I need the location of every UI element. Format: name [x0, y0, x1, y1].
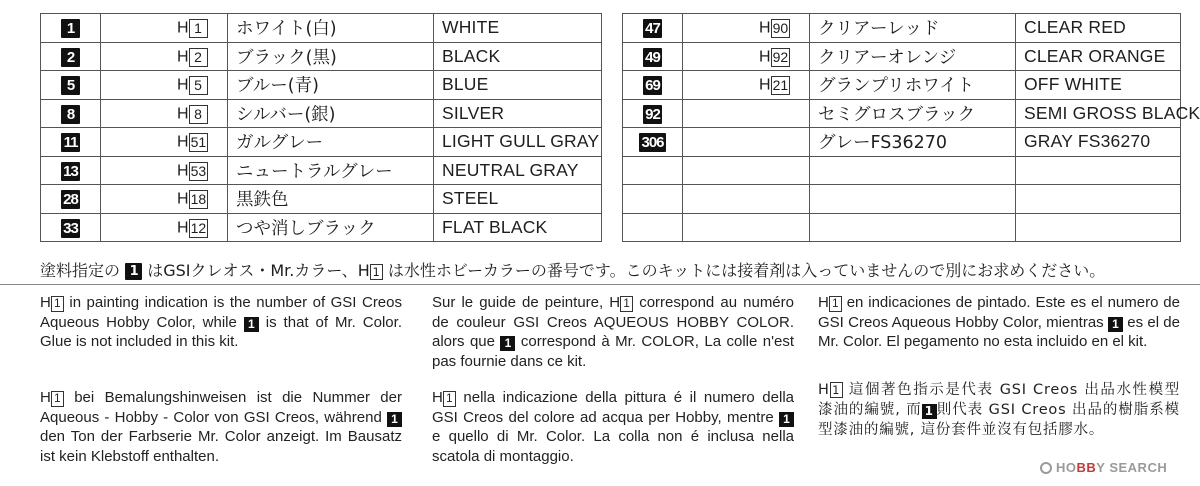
hobby-color-code: H 51	[101, 128, 228, 157]
paint-row	[623, 213, 1181, 242]
color-name-japanese	[810, 156, 1016, 185]
mr-color-badge: 1	[387, 412, 402, 427]
hobby-color-box: 51	[190, 134, 207, 151]
hobby-color-code	[683, 213, 810, 242]
mr-color-badge: 8	[61, 105, 80, 124]
mr-color-badge: 1	[244, 317, 259, 332]
mr-color-number	[41, 14, 101, 43]
color-name-japanese: ニュートラルグレー	[228, 156, 434, 185]
paint-row	[41, 185, 602, 214]
color-name-japanese: ガルグレー	[228, 128, 434, 157]
hobby-color-code: H 5	[101, 71, 228, 100]
color-name-english: LIGHT GULL GRAY	[434, 128, 602, 157]
paint-row	[623, 128, 1181, 157]
color-name-english	[1016, 156, 1181, 185]
color-name-japanese: クリアーオレンジ	[810, 42, 1016, 71]
paint-row	[623, 71, 1181, 100]
hobby-color-box: 1	[189, 19, 208, 38]
color-name-english	[1016, 213, 1181, 242]
mr-color-badge: 69	[643, 76, 662, 95]
hobby-color-code: H 21	[683, 71, 810, 100]
mr-color-badge: 1	[61, 19, 80, 38]
color-name-english: SILVER	[434, 99, 602, 128]
mr-color-number	[41, 185, 101, 214]
note-spanish: H 1 en indicaciones de pintado. Este es el numero de GSI Creos Aqueous Hobby Color, mientras 1 es el de Mr. Color. El pegamento no esta incluido en el kit.	[818, 294, 1180, 350]
note-german: H 1 bei Bemalungshinweisen ist die Nummer der Aqueous - Hobby - Color von GSI Creos, während 1 den Ton der Farbserie Mr. Color anzeigt. Im Bausatz ist kein Klebstoff enthalten.	[40, 389, 402, 465]
mr-color-badge: 306	[641, 134, 664, 152]
mr-color-badge: 1	[500, 336, 515, 351]
hobby-color-code: H 2	[101, 42, 228, 71]
hobby-color-code	[683, 128, 810, 157]
hobby-color-code: H 8	[101, 99, 228, 128]
mr-color-badge: 33	[61, 219, 80, 238]
color-name-english: STEEL	[434, 185, 602, 214]
paint-row	[41, 14, 602, 43]
mr-color-badge: 92	[643, 105, 662, 124]
registered-mark-icon	[1040, 462, 1052, 474]
hobby-color-box: 1	[51, 296, 64, 312]
hobby-color-box: 21	[772, 77, 789, 94]
color-name-japanese: ブルー(青)	[228, 71, 434, 100]
mr-color-badge: 1	[922, 404, 937, 419]
color-name-japanese: シルバー(銀)	[228, 99, 434, 128]
mr-color-number	[623, 213, 683, 242]
color-name-japanese: クリアーレッド	[810, 14, 1016, 43]
mr-color-number	[41, 99, 101, 128]
paint-table-right	[622, 13, 1200, 242]
mr-color-number	[41, 42, 101, 71]
hobby-color-code	[683, 99, 810, 128]
hobby-color-code: H 90	[683, 14, 810, 43]
hobby-color-code: H 12	[101, 213, 228, 242]
paint-row	[623, 42, 1181, 71]
color-name-english: SEMI GROSS BLACK	[1016, 99, 1181, 128]
note-english: H 1 in painting indication is the number of GSI Creos Aqueous Hobby Color, while 1 is that of Mr. Color. Glue is not included in this kit.	[40, 294, 402, 350]
hobby-color-box: 90	[772, 20, 789, 37]
mr-color-number	[623, 14, 683, 43]
color-name-english: BLACK	[434, 42, 602, 71]
mr-color-badge: 2	[61, 48, 80, 67]
hobby-color-box: 1	[51, 391, 64, 407]
paint-row	[623, 156, 1181, 185]
color-name-english: NEUTRAL GRAY	[434, 156, 602, 185]
paint-row	[41, 128, 602, 157]
mr-color-number	[41, 213, 101, 242]
paint-row	[623, 185, 1181, 214]
color-name-japanese: つや消しブラック	[228, 213, 434, 242]
paint-note-japanese: 塗料指定の 1 はGSIクレオス・Mr.カラー、H 1 は水性ホビーカラーの番号です。このキットには接着剤は入っていませんので別にお求めください。	[40, 261, 1106, 280]
mr-color-badge: 47	[643, 19, 662, 38]
color-name-japanese	[810, 185, 1016, 214]
mr-color-badge: 28	[61, 190, 80, 209]
color-name-japanese: ホワイト(白)	[228, 14, 434, 43]
mr-color-badge: 49	[643, 48, 662, 67]
color-name-english: WHITE	[434, 14, 602, 43]
color-name-english: CLEAR RED	[1016, 14, 1181, 43]
hobby-color-box: 1	[830, 382, 843, 398]
hobby-color-box: 12	[190, 219, 207, 236]
hobby-color-code: H 18	[101, 185, 228, 214]
watermark-logo: HOBBY SEARCH	[1040, 460, 1167, 475]
mr-color-badge: 1	[125, 263, 142, 280]
paint-row	[41, 71, 602, 100]
color-name-english: FLAT BLACK	[434, 213, 602, 242]
hobby-color-code	[683, 156, 810, 185]
mr-color-badge: 1	[779, 412, 794, 427]
note-chinese: H 1 這個著色指示是代表 GSI Creos 出品水性模型漆油的編號, 而 1 則代表 GSI Creos 出品的樹脂系模型漆油的編號, 這份套件並沒有包括膠水。	[818, 382, 1180, 438]
hobby-color-box: 8	[189, 105, 208, 124]
hobby-color-box: 1	[370, 264, 383, 280]
section-divider	[0, 284, 1200, 285]
paint-table-left	[40, 13, 602, 242]
mr-color-number	[623, 156, 683, 185]
color-name-japanese: ブラック(黒)	[228, 42, 434, 71]
color-name-japanese	[810, 213, 1016, 242]
paint-row	[623, 99, 1181, 128]
mr-color-number	[41, 156, 101, 185]
color-name-japanese: グレーFS36270	[810, 128, 1016, 157]
mr-color-badge: 5	[61, 76, 80, 95]
mr-color-number	[623, 71, 683, 100]
color-name-japanese: 黒鉄色	[228, 185, 434, 214]
paint-row	[41, 156, 602, 185]
note-italian: H 1 nella indicazione della pittura é il numero della GSI Creos del colore ad acqua per Hobby, mentre 1 e quello di Mr. Color. La colla non é inclusa nella scatola di montaggio.	[432, 389, 794, 465]
hobby-color-box: 92	[772, 48, 789, 65]
hobby-color-box: 2	[189, 48, 208, 67]
color-name-english: BLUE	[434, 71, 602, 100]
hobby-color-box: 1	[443, 391, 456, 407]
mr-color-number	[623, 185, 683, 214]
color-name-english: GRAY FS36270	[1016, 128, 1181, 157]
mr-color-number	[623, 128, 683, 157]
color-name-japanese: セミグロスブラック	[810, 99, 1016, 128]
paint-row	[41, 42, 602, 71]
mr-color-number	[623, 42, 683, 71]
note-french: Sur le guide de peinture, H 1 correspond au numéro de couleur GSI Creos AQUEOUS HOBBY COLOR. alors que 1 correspond à Mr. COLOR, La colle n'est pas fournie dans ce kit.	[432, 294, 795, 370]
hobby-color-code: H 53	[101, 156, 228, 185]
hobby-color-code	[683, 185, 810, 214]
mr-color-badge: 1	[1108, 317, 1123, 332]
paint-row	[623, 14, 1181, 43]
hobby-color-box: 1	[829, 296, 842, 312]
color-name-english	[1016, 185, 1181, 214]
color-name-english: CLEAR ORANGE	[1016, 42, 1181, 71]
paint-row	[41, 99, 602, 128]
hobby-color-box: 5	[189, 76, 208, 95]
mr-color-number	[41, 128, 101, 157]
mr-color-number	[623, 99, 683, 128]
hobby-color-box: 53	[190, 162, 207, 179]
hobby-color-code: H 1	[101, 14, 228, 43]
color-name-english: OFF WHITE	[1016, 71, 1181, 100]
hobby-color-code: H 92	[683, 42, 810, 71]
mr-color-number	[41, 71, 101, 100]
mr-color-badge: 11	[61, 133, 80, 152]
mr-color-badge: 13	[61, 162, 80, 181]
paint-row	[41, 213, 602, 242]
hobby-color-box: 18	[190, 191, 207, 208]
color-name-japanese: グランプリホワイト	[810, 71, 1016, 100]
hobby-color-box: 1	[620, 296, 633, 312]
